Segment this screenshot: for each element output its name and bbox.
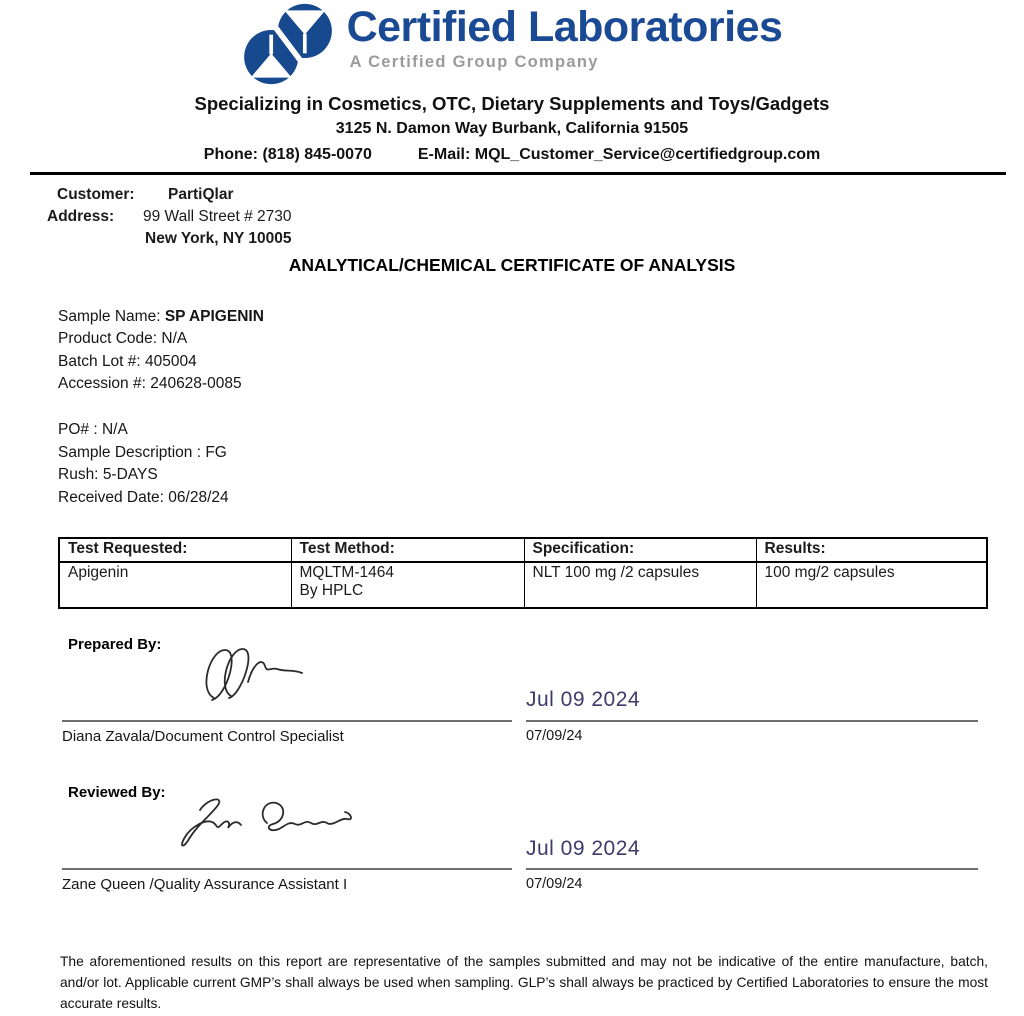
rush-line <box>58 466 158 484</box>
company-contact-line <box>0 146 1024 164</box>
accession-value: 240628-0085 <box>150 375 242 392</box>
test-method-line2: By HPLC <box>299 582 364 599</box>
sample-name-line <box>58 308 264 326</box>
reviewed-by-signature-line <box>62 868 512 870</box>
col-header-specification: Specification: <box>524 538 756 562</box>
reviewed-by-name-title: Zane Queen /Quality Assurance Assistant I <box>62 876 348 893</box>
col-header-test-requested: Test Requested: <box>59 538 291 562</box>
rush-value: 5-DAYS <box>102 466 158 483</box>
results-table-header-row <box>59 538 987 562</box>
col-header-results: Results: <box>756 538 987 562</box>
prepared-by-label: Prepared By: <box>68 636 162 653</box>
accession-label: Accession #: <box>58 375 146 392</box>
accession-line <box>58 375 242 393</box>
sample-description-value: FG <box>205 444 227 461</box>
document-title: ANALYTICAL/CHEMICAL CERTIFICATE OF ANALYSIS <box>288 255 736 275</box>
received-date-label: Received Date: <box>58 489 164 506</box>
product-code-value: N/A <box>161 330 188 347</box>
prepared-by-date-line <box>526 720 978 722</box>
cell-test-requested: Apigenin <box>59 562 291 608</box>
sample-description-line <box>58 444 227 462</box>
sample-description-label: Sample Description : <box>58 444 202 461</box>
address-line <box>47 208 114 226</box>
po-value: N/A <box>101 421 128 438</box>
test-method-line1: MQLTM-1464 <box>299 564 394 581</box>
company-email: E-Mail: MQL_Customer_Service@certifiedgroup.com <box>417 146 821 163</box>
cell-results: 100 mg/2 capsules <box>756 562 987 608</box>
reviewed-by-date-line <box>526 868 978 870</box>
table-row <box>59 562 987 608</box>
batch-lot-value: 405004 <box>145 353 197 370</box>
customer-line <box>57 186 135 204</box>
rush-label: Rush: <box>58 466 99 483</box>
received-date-value: 06/28/24 <box>168 489 229 506</box>
header-logo-row <box>0 2 1024 86</box>
cell-test-method <box>291 562 524 608</box>
cell-specification: NLT 100 mg /2 capsules <box>524 562 756 608</box>
product-code-line <box>58 330 187 348</box>
col-header-test-method: Test Method: <box>291 538 524 562</box>
address-label: Address: <box>47 208 115 225</box>
customer-label: Customer: <box>57 186 135 203</box>
results-table <box>58 537 988 609</box>
prepared-by-signature-line <box>62 720 512 722</box>
customer-address-line2: New York, NY 10005 <box>145 230 292 247</box>
company-phone: Phone: (818) 845-0070 <box>203 146 372 163</box>
customer-name: PartiQlar <box>168 186 234 203</box>
sample-name-value: SP APIGENIN <box>164 308 264 325</box>
reviewed-by-date: 07/09/24 <box>526 876 583 892</box>
reviewed-by-label: Reviewed By: <box>68 784 166 801</box>
brand-subtitle: A Certified Group Company <box>349 53 599 71</box>
sample-name-label: Sample Name: <box>58 308 161 325</box>
batch-lot-line <box>58 353 197 371</box>
reviewed-by-date-stamp: Jul 09 2024 <box>526 837 641 860</box>
prepared-by-date: 07/09/24 <box>526 728 583 744</box>
customer-address-line1: 99 Wall Street # 2730 <box>143 208 292 225</box>
prepared-by-signature-icon <box>196 640 311 706</box>
brand-text <box>347 2 783 72</box>
prepared-by-date-stamp: Jul 09 2024 <box>526 688 641 711</box>
reviewed-by-signature-icon <box>172 792 367 854</box>
company-address: 3125 N. Damon Way Burbank, California 91505 <box>335 120 689 137</box>
product-code-label: Product Code: <box>58 330 158 347</box>
company-tagline: Specializing in Cosmetics, OTC, Dietary Supplements and Toys/Gadgets <box>194 93 830 114</box>
po-line <box>58 421 128 439</box>
received-date-line <box>58 489 229 507</box>
footer-disclaimer: The aforementioned results on this report are representative of the samples submitted and may not be indicative of the entire manufacture, batch, and/or lot. Applicable current GMP’s shall always be used when sampling. GLP’s shall always be practiced by Certified Laboratories to ensure the most accurate results. <box>60 954 988 1011</box>
prepared-by-name-title: Diana Zavala/Document Control Specialist <box>62 728 344 745</box>
brand-name: Certified Laboratories <box>346 3 783 51</box>
header-divider <box>30 172 1006 175</box>
certified-laboratories-logo-icon <box>242 2 334 86</box>
batch-lot-label: Batch Lot #: <box>58 353 141 370</box>
po-label: PO# : <box>58 421 98 438</box>
